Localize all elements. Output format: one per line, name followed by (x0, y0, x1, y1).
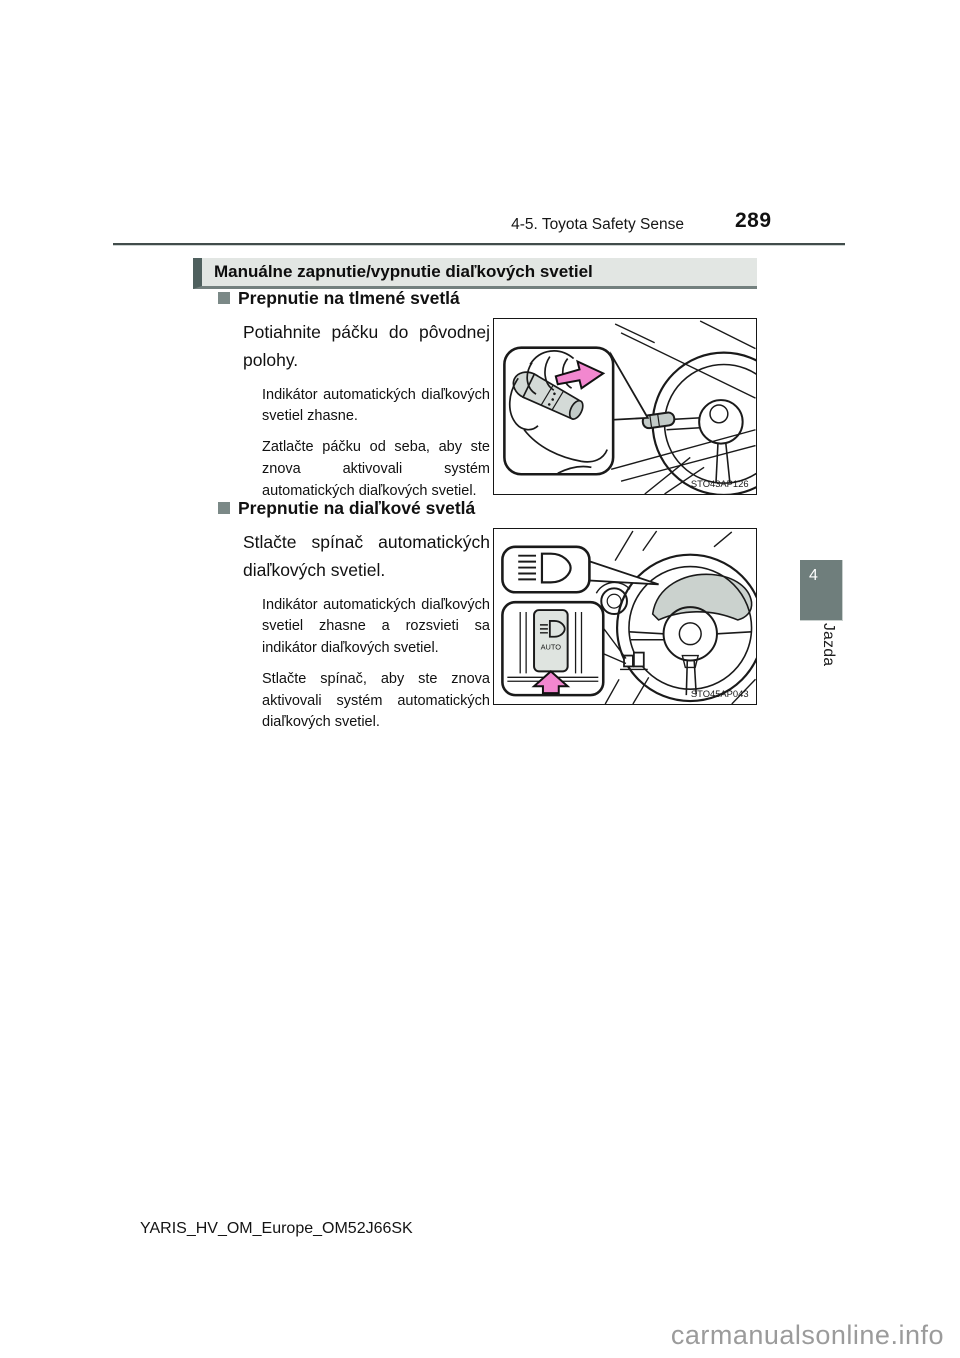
figure-code: STO43AP126 (690, 478, 749, 490)
square-bullet-icon (218, 292, 230, 304)
breadcrumb: 4-5. Toyota Safety Sense (511, 216, 684, 233)
watermark: carmanualsonline.info (670, 1320, 944, 1350)
figure-code: STO45AP043 (690, 688, 749, 700)
callout-pointer (611, 355, 648, 420)
document-code: YARIS_HV_OM_Europe_OM52J66SK (140, 1220, 413, 1237)
square-bullet-icon (218, 502, 230, 514)
chapter-label: Jazda (820, 623, 837, 667)
subsection-heading-text: Prepnutie na tlmené svetlá (238, 288, 460, 308)
instrument-cluster (653, 574, 752, 620)
subsection-heading (210, 288, 492, 309)
section-title-bar (193, 258, 757, 289)
figure-lever-pull (493, 318, 757, 495)
subsection-note: Stlačte spínač, aby ste znova aktivovali systém automatických diaľkových svetiel. (262, 670, 490, 731)
section-title: Manuálne zapnutie/vypnutie diaľkových svetiel (214, 262, 593, 281)
auto-button-label: AUTO (540, 642, 562, 652)
figure-auto-switch (493, 528, 757, 705)
callout-pointer (587, 561, 658, 585)
header-rule (113, 243, 845, 246)
subsection-high-beam (210, 498, 492, 743)
subsection-note: Indikátor automatických diaľkových svetiel zhasne. (262, 386, 490, 425)
page-number: 289 (735, 209, 772, 232)
auto-switch-illustration (494, 529, 756, 704)
subsection-heading (210, 498, 492, 519)
lever-pull-illustration (494, 319, 756, 494)
chapter-tab (800, 560, 843, 621)
chapter-number: 4 (809, 567, 818, 584)
subsection-note: Zatlačte páčku od seba, aby ste znova aktivovali systém automatických diaľkových svetiel. (262, 439, 490, 499)
subsection-low-beam (210, 288, 492, 511)
turn-signal-stalk (642, 412, 675, 429)
subsection-body: Potiahnite páčku do pôvodnej polohy. (243, 322, 490, 371)
subsection-note: Indikátor automatických diaľkových svetiel zhasne a rozsvieti sa indikátor diaľkových svetiel. (262, 596, 490, 657)
subsection-heading-text: Prepnutie na diaľkové svetlá (238, 498, 476, 518)
subsection-body: Stlačte spínač automatických diaľkových svetiel. (243, 532, 490, 581)
